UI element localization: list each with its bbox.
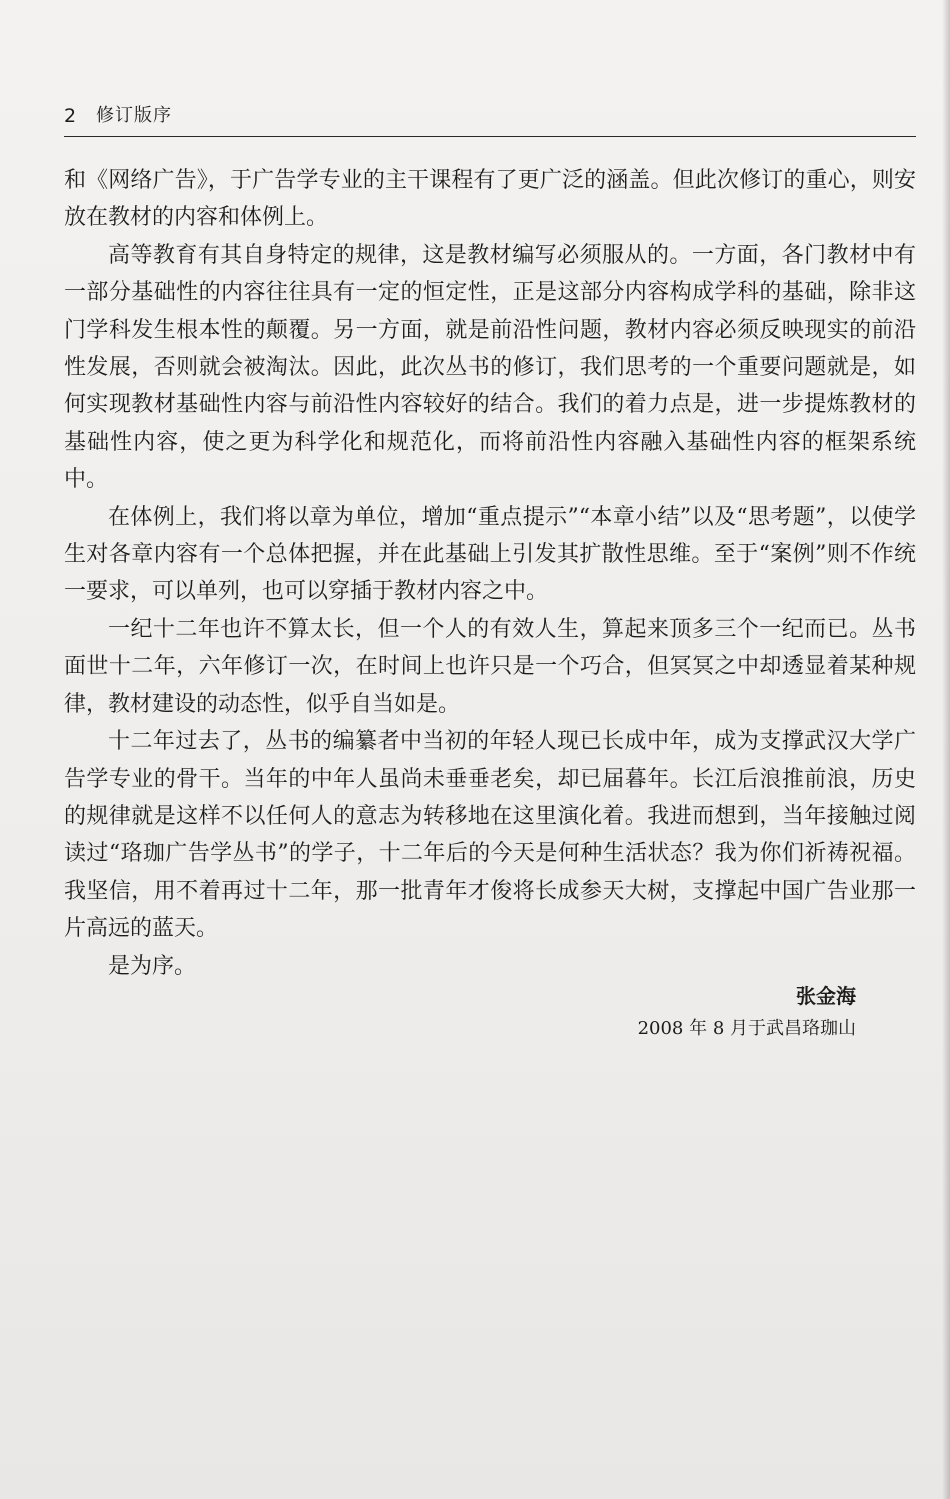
paragraph-6: 是为序。 xyxy=(108,953,197,979)
page-number: 2 xyxy=(64,105,77,127)
body-text xyxy=(64,162,916,985)
paragraph-2: 高等教育有其自身特定的规律，这是教材编写必须服从的。一方面，各门教材中有一部分基础性的内容往往具有一定的恒定性，正是这部分内容构成学科的基础，除非这门学科发生根本性的颠覆。另一方面，就是前沿性问题，教材内容必须反映现实的前沿性发展，否则就会被淘汰。因此，此次丛书的修订，我们思考的一个重要问题就是，如何实现教材基础性内容与前沿性内容较好的结合。我们的着力点是，进一步提炼教材的基础性内容，使之更为科学化和规范化，而将前沿性内容融入基础性内容的框架系统中。 xyxy=(64,242,916,493)
page-edge-shadow xyxy=(942,0,950,1499)
signature-date-place: 2008 年 8 月于武昌珞珈山 xyxy=(637,1018,856,1039)
header-rule xyxy=(64,136,916,137)
running-title: 修订版序 xyxy=(96,105,172,126)
page-header xyxy=(64,104,918,136)
paragraph-5: 十二年过去了，丛书的编纂者中当初的年轻人现已长成中年，成为支撑武汉大学广告学专业的骨干。当年的中年人虽尚未垂垂老矣，却已届暮年。长江后浪推前浪，历史的规律就是这样不以任何人的意志为转移地在这里演化着。我进而想到，当年接触过阅读过“珞珈广告学丛书”的学子，十二年后的今天是何种生活状态？我为你们祈祷祝福。我坚信，用不着再过十二年，那一批青年才俊将长成参天大树，支撑起中国广告业那一片高远的蓝天。 xyxy=(64,729,916,942)
paragraph-4: 一纪十二年也许不算太长，但一个人的有效人生，算起来顶多三个一纪而已。丛书面世十二年，六年修订一次，在时间上也许只是一个巧合，但冥冥之中却透显着某种规律，教材建设的动态性，似乎自当如是。 xyxy=(64,616,916,717)
paragraph-3: 在体例上，我们将以章为单位，增加“重点提示”“本章小结”以及“思考题”，以使学生对各章内容有一个总体把握，并在此基础上引发其扩散性思维。至于“案例”则不作统一要求，可以单列，也可以穿插于教材内容之中。 xyxy=(64,504,916,605)
paragraph-1: 和《网络广告》，于广告学专业的主干课程有了更广泛的涵盖。但此次修订的重心，则安放在教材的内容和体例上。 xyxy=(64,168,916,231)
signature-author: 张金海 xyxy=(796,984,856,1008)
